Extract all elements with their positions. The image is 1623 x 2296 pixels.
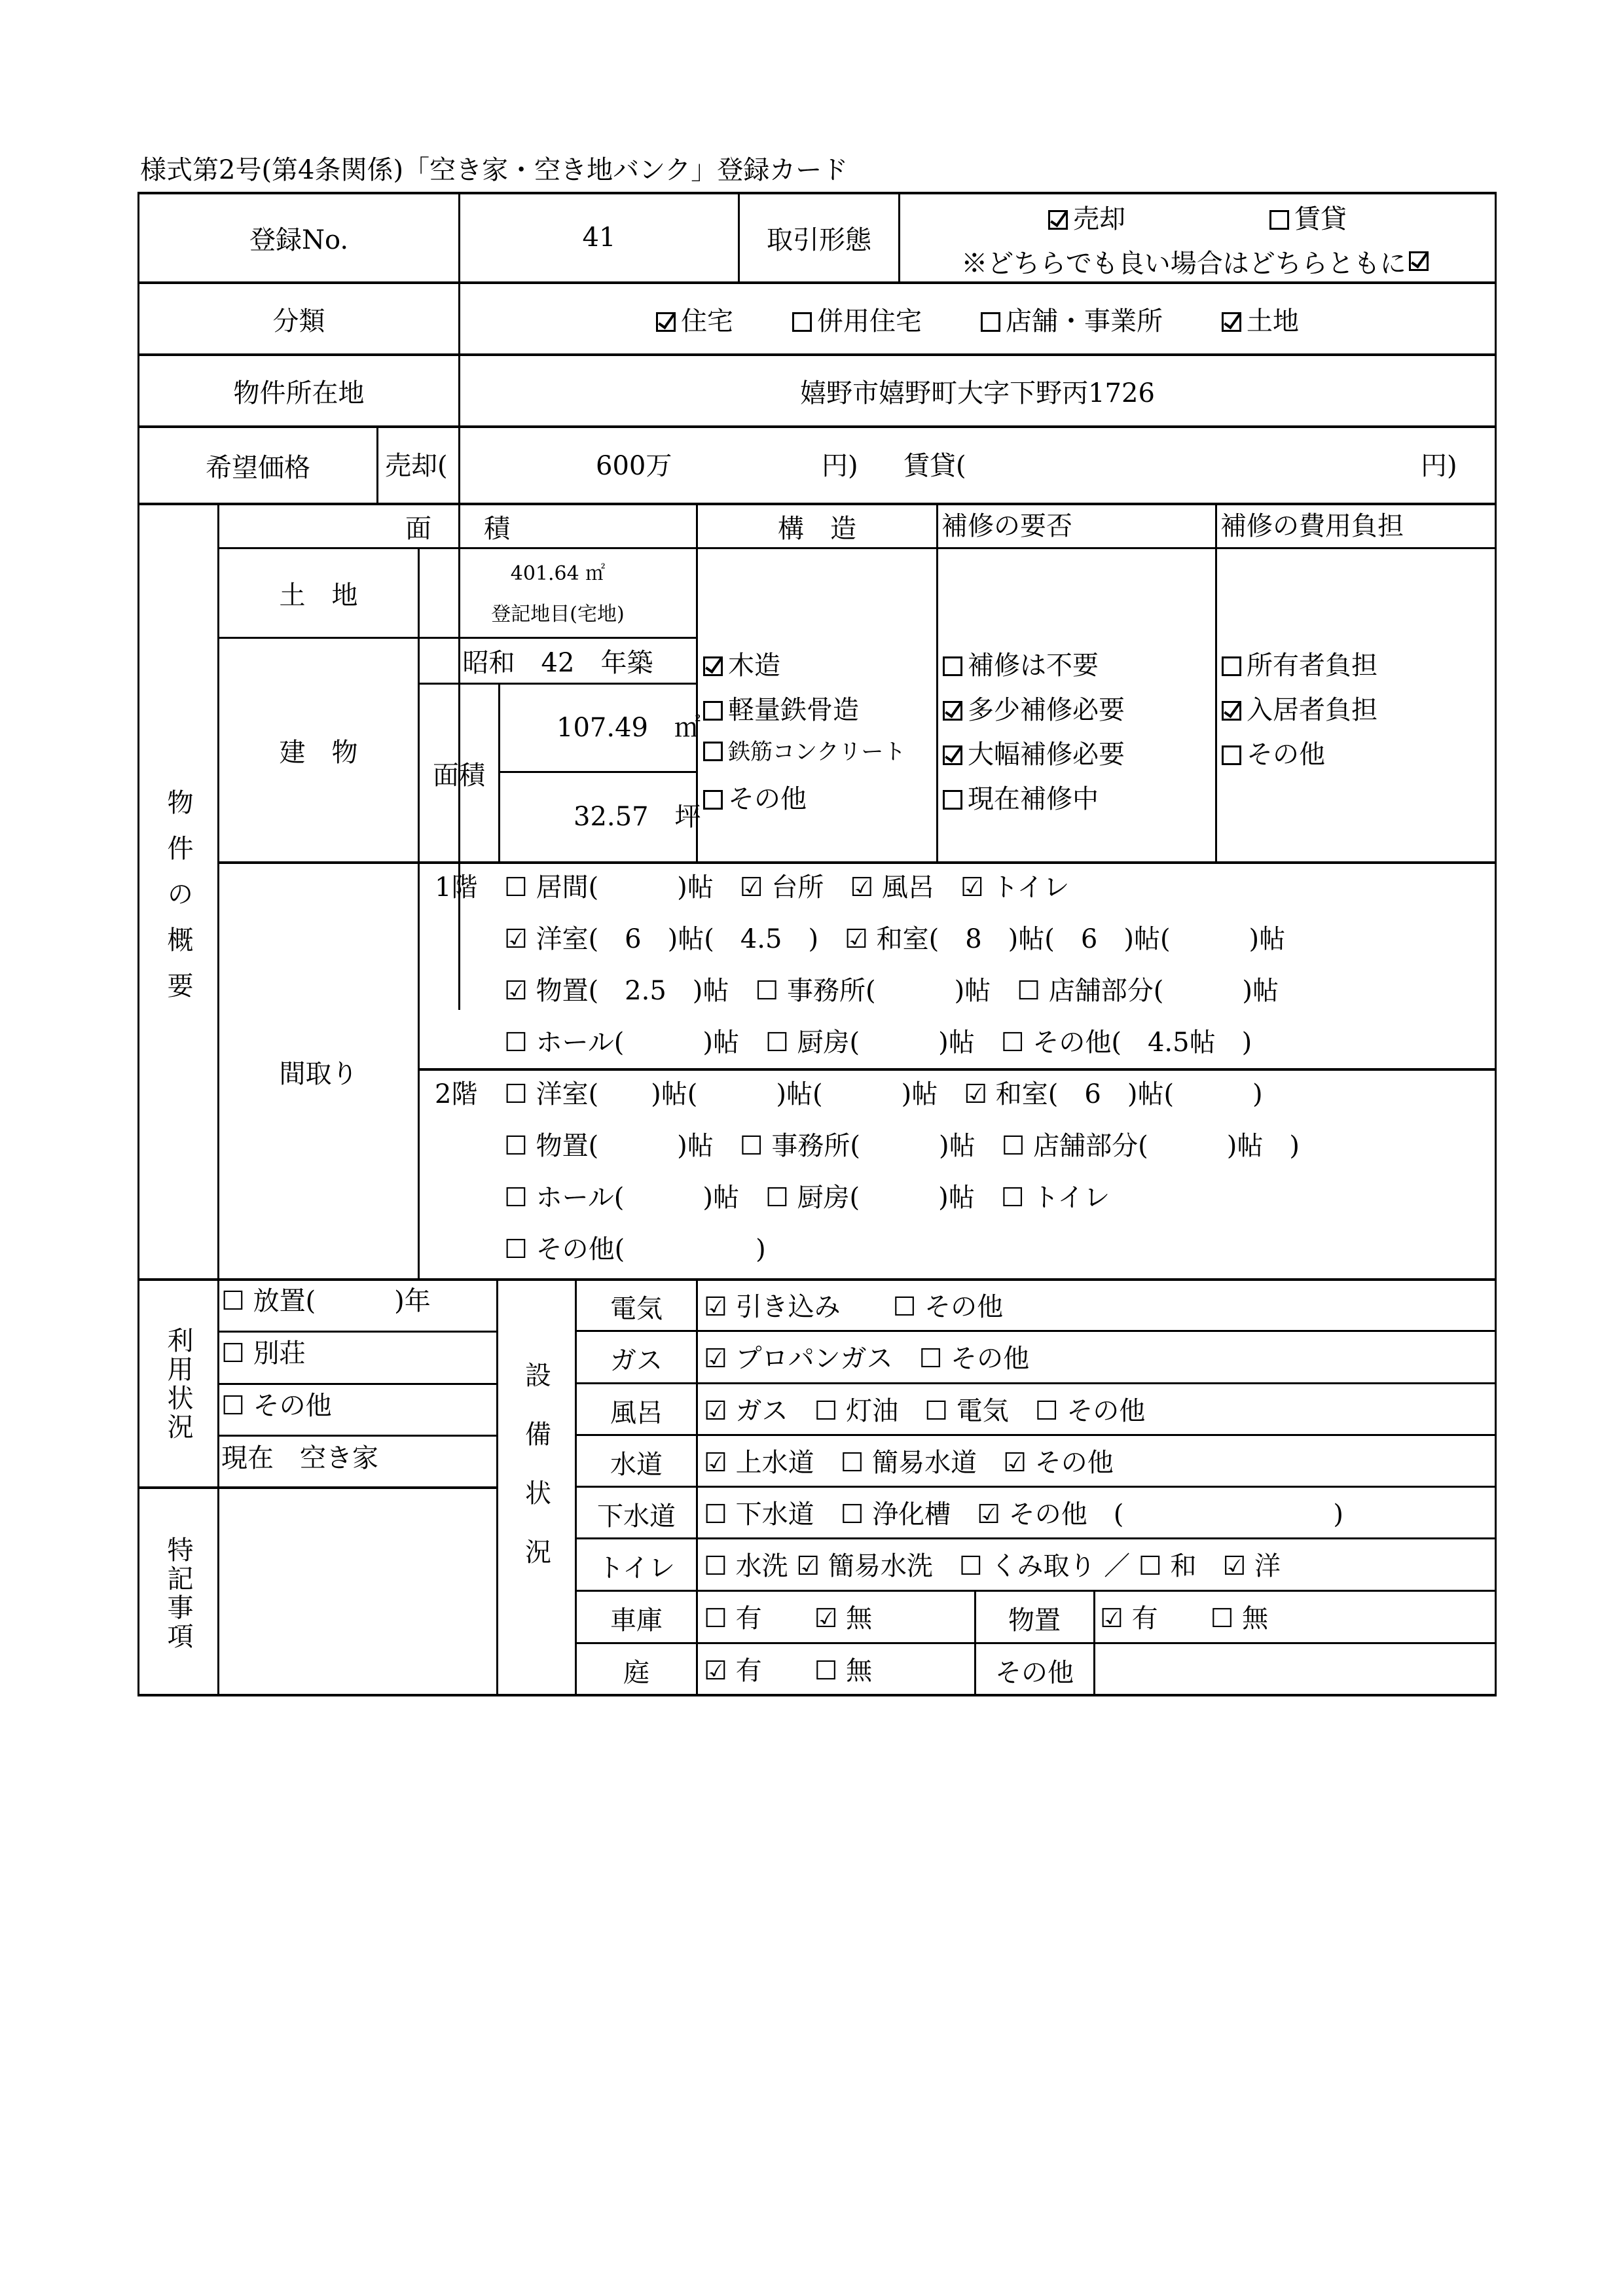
structure-header: 構 造: [778, 513, 856, 544]
check-icon: [943, 701, 962, 721]
divider: [498, 771, 698, 773]
checkbox-icon: [792, 312, 812, 332]
floor1-line: ☑ 洋室( 6 )帖( 4.5 ) ☑ 和室( 8 )帖( 6 )帖( )帖: [504, 924, 1286, 954]
divider: [575, 1537, 1497, 1539]
repair-cost-label: その他: [1247, 740, 1325, 770]
checkbox-icon: [1269, 210, 1289, 230]
facility-value: ☑ 引き込み ☐ その他: [704, 1292, 1004, 1322]
repair-need-label: 現在補修中: [968, 784, 1099, 814]
repair-need-label: 大幅補修必要: [968, 740, 1125, 770]
floor1-line: ☑ 物置( 2.5 )帖 ☐ 事務所( )帖 ☐ 店舗部分( )帖: [504, 976, 1279, 1006]
land-area: 401.64 ㎡: [510, 562, 606, 585]
facility-label: 風呂: [610, 1397, 663, 1428]
checkbox-icon: [703, 701, 723, 721]
deal-sale-checkbox[interactable]: [1048, 198, 1125, 236]
structure-label: その他: [728, 784, 807, 814]
facility-label: 電気: [610, 1293, 663, 1324]
divider: [575, 1590, 1497, 1592]
built-year: 昭和 42 年築: [462, 648, 653, 678]
repair-cost-label: 入居者負担: [1247, 695, 1377, 725]
checkbox-icon: [703, 742, 723, 761]
notes-label: 特記事項: [163, 1536, 193, 1651]
repair-cost-list: [1222, 645, 1377, 778]
facility-label: 水道: [610, 1449, 663, 1480]
usage-label: 利用状況: [163, 1327, 193, 1442]
checkbox-icon: [1222, 656, 1241, 676]
usage-item: ☐ 放置( )年: [221, 1286, 431, 1316]
repair-cost-option[interactable]: [1222, 689, 1377, 734]
divider: [936, 505, 938, 862]
facility-label: 下水道: [597, 1501, 676, 1532]
repair-need-list: [943, 645, 1125, 823]
category-options: [460, 284, 1495, 353]
structure-label: 木造: [728, 651, 780, 681]
floor2-line: ☐ ホール( )帖 ☐ 厨房( )帖 ☐ トイレ: [504, 1183, 1110, 1213]
usage-item: ☐ その他: [221, 1391, 332, 1421]
divider: [1215, 505, 1217, 862]
divider: [575, 1382, 1497, 1384]
area-header: 面 積: [405, 513, 510, 544]
divider: [418, 1068, 1497, 1071]
repair-need-label: 補修は不要: [968, 651, 1099, 681]
garage-label: 車庫: [610, 1605, 663, 1636]
divider: [575, 1434, 1497, 1436]
sale-price-label: 売却(: [385, 451, 448, 481]
check-icon: [943, 745, 962, 765]
category-house[interactable]: [656, 300, 733, 338]
deal-rent-label: 賃貸: [1294, 204, 1347, 234]
checkbox-icon: [943, 790, 962, 810]
repair-need-label: 多少補修必要: [968, 695, 1125, 725]
repair-cost-option[interactable]: [1222, 645, 1377, 689]
divider: [137, 1486, 496, 1489]
land-label: 土 地: [279, 580, 358, 611]
divider: [575, 1486, 1497, 1488]
deal-type-options: [900, 196, 1495, 237]
building-area-m2: 107.49 ㎡: [556, 713, 701, 743]
facility-label: トイレ: [598, 1552, 675, 1583]
category-shop-label: 店舗・事業所: [1006, 306, 1163, 336]
structure-option[interactable]: [703, 778, 905, 823]
repair-need-option[interactable]: [943, 778, 1125, 823]
divider: [575, 1330, 1497, 1332]
category-shop[interactable]: [981, 300, 1163, 338]
garden-value: ☑ 有 ☐ 無: [704, 1656, 873, 1686]
repair-need-header: 補修の要否: [941, 511, 1072, 541]
layout-label: 間取り: [279, 1058, 358, 1089]
checkbox-icon: [943, 656, 962, 676]
rent-price-yen: 円): [1421, 451, 1457, 481]
facility-label: ガス: [610, 1345, 663, 1376]
divider: [1093, 1591, 1095, 1695]
location-label: 物件所在地: [233, 378, 365, 408]
category-mixed[interactable]: [792, 300, 922, 338]
deal-rent-checkbox[interactable]: [1269, 198, 1347, 236]
facilities-label: 設備状況: [520, 1361, 551, 1597]
divider: [217, 1383, 496, 1385]
notes-value[interactable]: [221, 1490, 496, 1693]
repair-cost-option[interactable]: [1222, 734, 1377, 778]
structure-label: 鉄筋コンクリート: [728, 739, 906, 765]
deal-sale-label: 売却: [1073, 204, 1125, 234]
category-land[interactable]: [1222, 300, 1299, 338]
floor1-line: ☐ ホール( )帖 ☐ 厨房( )帖 ☐ その他( 4.5帖 ): [504, 1028, 1252, 1058]
divider: [217, 1435, 496, 1437]
divider: [217, 1331, 496, 1333]
divider: [974, 1591, 976, 1695]
divider: [498, 685, 500, 862]
border: [1495, 192, 1497, 1696]
facility-value: ☑ 上水道 ☐ 簡易水道 ☑ その他: [704, 1448, 1114, 1478]
price-label: 希望価格: [206, 452, 310, 483]
divider: [575, 1642, 1497, 1644]
structure-option[interactable]: [703, 734, 905, 778]
repair-need-option[interactable]: [943, 645, 1125, 689]
divider: [137, 1278, 1497, 1281]
repair-need-option[interactable]: [943, 734, 1125, 778]
deal-note: [900, 241, 1495, 281]
check-icon: [656, 312, 676, 332]
location-value: 嬉野市嬉野町大字下野丙1726: [800, 378, 1155, 408]
garden-label: 庭: [623, 1657, 649, 1688]
storage-value: ☑ 有 ☐ 無: [1100, 1604, 1269, 1634]
sale-price-yen: 円): [822, 451, 858, 481]
check-icon: [1048, 210, 1068, 230]
other-label: その他: [995, 1657, 1074, 1688]
usage-item: ☐ 別荘: [221, 1338, 306, 1369]
facility-value: ☐ 水洗 ☑ 簡易水洗 ☐ くみ取り ／ ☐ 和 ☑ 洋: [704, 1551, 1281, 1581]
overview-side-label: 物件の概要: [163, 789, 193, 1018]
check-icon: [703, 656, 723, 676]
category-label: 分類: [272, 306, 325, 336]
facility-value: ☑ プロパンガス ☐ その他: [704, 1344, 1030, 1374]
checkbox-icon: [1222, 745, 1241, 765]
repair-cost-header: 補修の費用負担: [1220, 511, 1404, 541]
floor2-line: ☐ その他( ): [504, 1234, 766, 1265]
repair-cost-label: 所有者負担: [1247, 651, 1377, 681]
floor1-label: 1階: [435, 872, 478, 903]
structure-label: 軽量鉄骨造: [728, 695, 859, 725]
check-icon: [1222, 312, 1241, 332]
reg-no-label: 登録No.: [249, 224, 349, 255]
rent-price-label: 賃貸(: [903, 451, 966, 481]
structure-option[interactable]: [703, 645, 905, 689]
garage-value: ☐ 有 ☑ 無: [704, 1604, 873, 1634]
structure-list: [703, 645, 905, 823]
repair-need-option[interactable]: [943, 689, 1125, 734]
floor1-line: ☐ 居間( )帖 ☑ 台所 ☑ 風呂 ☑ トイレ: [504, 872, 1070, 903]
form-title: 様式第2号(第4条関係)「空き家・空き地バンク」登録カード: [140, 155, 848, 185]
checkbox-icon: [703, 790, 723, 810]
usage-status: 現在 空き家: [221, 1443, 378, 1473]
floor2-line: ☐ 物置( )帖 ☐ 事務所( )帖 ☐ 店舗部分( )帖 ): [504, 1131, 1300, 1161]
deal-type-label: 取引形態: [767, 224, 871, 255]
divider: [376, 428, 378, 503]
storage-label: 物置: [1008, 1605, 1061, 1636]
category-mixed-label: 併用住宅: [817, 306, 922, 336]
building-label: 建 物: [279, 737, 358, 768]
building-area-label: 面積: [433, 760, 485, 791]
structure-option[interactable]: [703, 689, 905, 734]
land-chimoku: 登記地目(宅地): [491, 603, 625, 626]
check-icon: [1409, 251, 1429, 271]
floor2-label: 2階: [435, 1079, 478, 1109]
checkbox-icon: [981, 312, 1000, 332]
sale-price-value: 600万: [596, 451, 672, 481]
facility-value: ☑ ガス ☐ 灯油 ☐ 電気 ☐ その他: [704, 1396, 1146, 1426]
category-land-label: 土地: [1247, 306, 1299, 336]
deal-note-text: ※どちらでも良い場合はどちらともに: [961, 248, 1406, 279]
check-icon: [1222, 701, 1241, 721]
building-area-tsubo: 32.57 坪: [574, 802, 701, 832]
reg-no-value: 41: [582, 223, 616, 253]
border: [137, 1694, 1497, 1696]
facility-value: ☐ 下水道 ☐ 浄化槽 ☑ その他 ( ): [704, 1499, 1343, 1530]
category-house-label: 住宅: [681, 306, 733, 336]
floor2-line: ☐ 洋室( )帖( )帖( )帖 ☑ 和室( 6 )帖( ): [504, 1079, 1263, 1109]
